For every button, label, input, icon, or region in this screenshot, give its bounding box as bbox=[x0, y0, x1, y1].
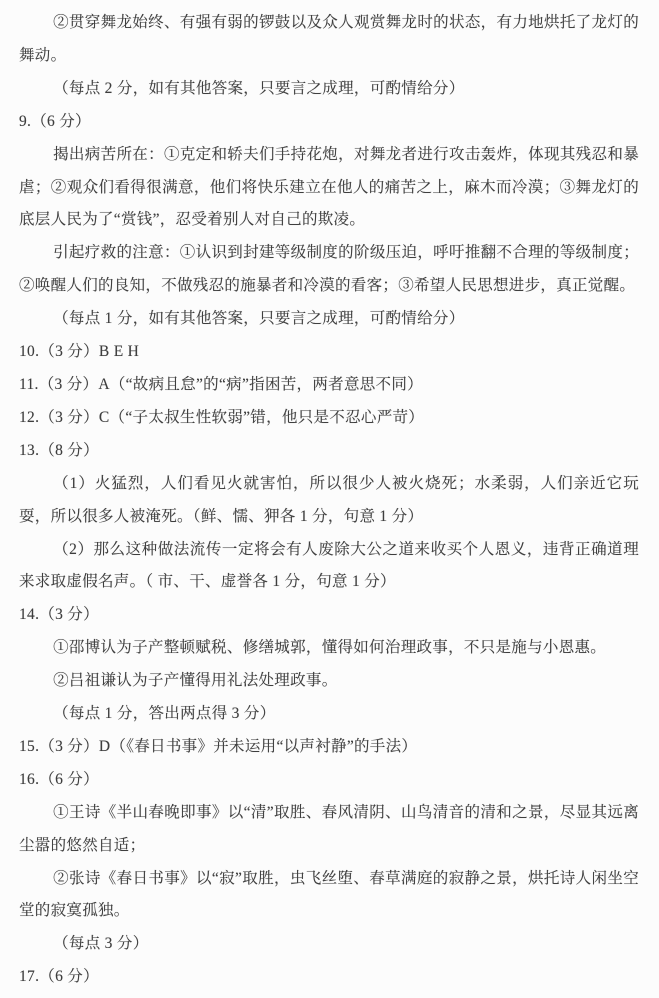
answer-paragraph: （每点 2 分，如有其他答案，只要言之成理，可酌情给分） bbox=[53, 79, 465, 97]
answer-paragraph: 13.（8 分） bbox=[19, 441, 99, 459]
answer-paragraph: 15.（3 分）D（《春日书事》并未运用“以声衬静”的手法） bbox=[19, 737, 418, 755]
answer-paragraph: （1）火猛烈，人们看见火就害怕，所以很少人被火烧死；水柔弱，人们亲近它玩耍，所以很多人被淹死。（鲜、懦、狎各 1 分，句意 1 分） bbox=[19, 474, 639, 525]
answer-paragraph: ①邵博认为子产整顿赋税、修缮城郭，懂得如何治理政事，不只是施与小恩惠。 bbox=[53, 639, 607, 657]
answer-paragraph: 10.（3 分）B E H bbox=[19, 343, 140, 361]
answer-paragraph: ②张诗《春日书事》以“寂”取胜，虫飞丝堕、春草满庭的寂静之景，烘托诗人闲坐空堂的寂寞孤独。 bbox=[19, 869, 639, 920]
answer-paragraph: 揭出病苦所在：①克定和轿夫们手持花炮，对舞龙者进行攻击轰炸，体现其残忍和暴虐；②观众们看得很满意，他们将快乐建立在他人的痛苦之上，麻木而冷漠；③舞龙灯的底层人民为了“赏钱”，忍受着别人对自己的欺凌。 bbox=[19, 145, 639, 229]
answer-sheet-body bbox=[19, 7, 639, 994]
answer-paragraph: 17.（6 分） bbox=[19, 968, 99, 986]
answer-paragraph: 9.（6 分） bbox=[19, 112, 91, 130]
answer-paragraph: 12.（3 分）C（“子太叔生性软弱”错，他只是不忍心严苛） bbox=[19, 408, 425, 426]
answer-paragraph: （每点 3 分） bbox=[53, 935, 149, 953]
answer-paragraph: （每点 1 分，如有其他答案，只要言之成理，可酌情给分） bbox=[53, 310, 465, 328]
answer-paragraph: ②贯穿舞龙始终、有强有弱的锣鼓以及众人观赏舞龙时的状态，有力地烘托了龙灯的舞动。 bbox=[19, 14, 639, 64]
answer-paragraph: 11.（3 分）A（“故病且怠”的“病”指困苦，两者意思不同） bbox=[19, 375, 423, 393]
answer-paragraph: ①王诗《半山春晚即事》以“清”取胜、春风清阴、山鸟清音的清和之景，尽显其远离尘嚣的悠然自适； bbox=[19, 803, 639, 854]
answer-paragraph: （每点 1 分，答出两点得 3 分） bbox=[53, 705, 276, 723]
answer-paragraph: （2）那么这种做法流传一定将会有人废除大公之道来收买个人恩义，违背正确道理来求取虚假名声。（ 市、干、虚誉各 1 分，句意 1 分） bbox=[19, 540, 639, 591]
answer-paragraph: 16.（6 分） bbox=[19, 770, 99, 788]
answer-paragraph: ②吕祖谦认为子产懂得用礼法处理政事。 bbox=[53, 672, 338, 690]
answer-paragraph: 引起疗救的注意：①认识到封建等级制度的阶级压迫，呼吁推翻不合理的等级制度；②唤醒人们的良知，不做残忍的施暴者和冷漠的看客；③希望人民思想进步，真正觉醒。 bbox=[19, 244, 639, 295]
answer-paragraph: 14.（3 分） bbox=[19, 606, 99, 624]
